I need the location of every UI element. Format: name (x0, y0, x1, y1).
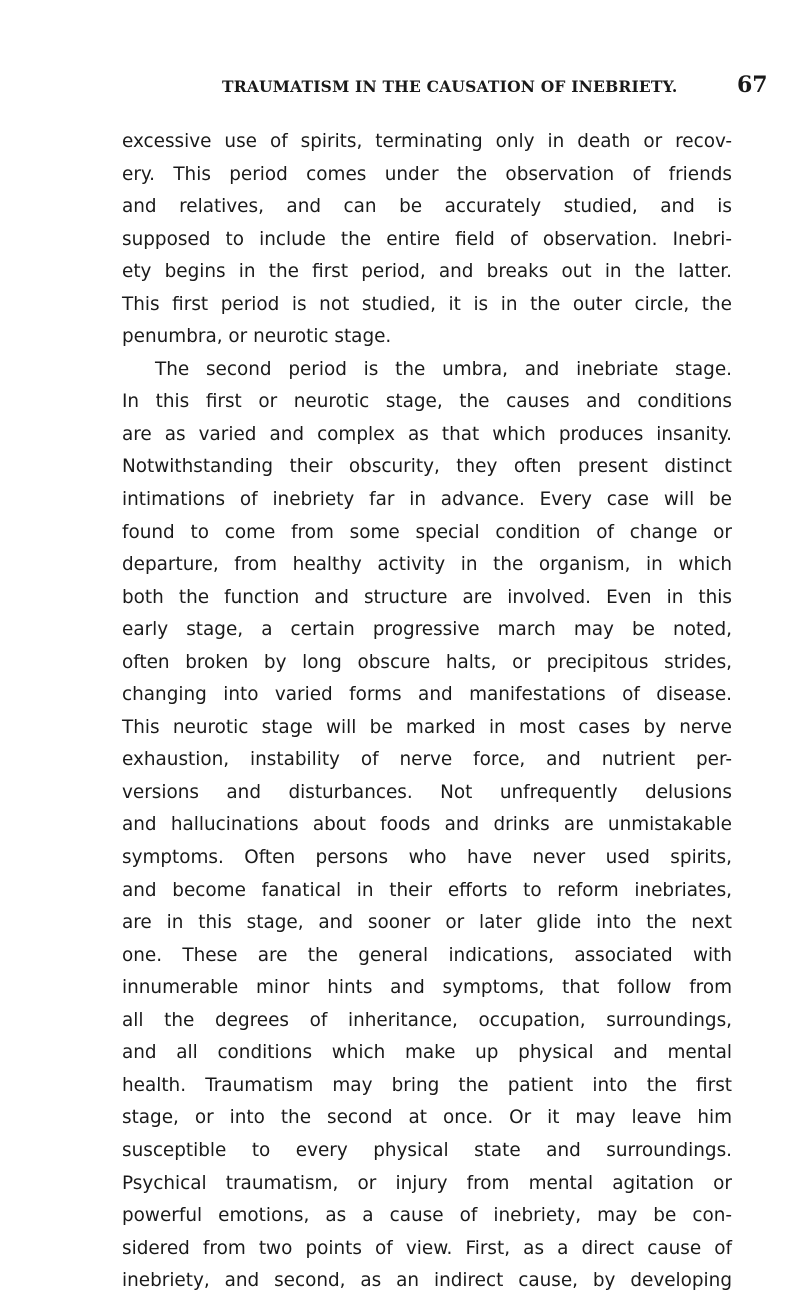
page-number: 67 (737, 72, 768, 98)
text-line: ety begins in the first period, and breaks out in the latter. (122, 261, 732, 283)
text-line: versions and disturbances. Not unfrequently delusions (122, 781, 732, 803)
text-line: Psychical traumatism, or injury from mental agitation or (122, 1172, 732, 1194)
running-head: TRAUMATISM IN THE CAUSATION OF INEBRIETY. (222, 77, 678, 96)
text-line: This neurotic stage will be marked in most cases by nerve (122, 716, 732, 738)
text-line: both the function and structure are involved. Even in this (122, 586, 732, 608)
text-line: and relatives, and can be accurately studied, and is (122, 196, 732, 218)
text-line: This first period is not studied, it is in the outer circle, the (122, 293, 732, 315)
text-line: departure, from healthy activity in the organism, in which (122, 554, 732, 576)
text-line: early stage, a certain progressive march may be noted, (122, 619, 732, 641)
text-line: often broken by long obscure halts, or precipitous strides, (122, 651, 732, 673)
text-line: innumerable minor hints and symptoms, that follow from (122, 977, 732, 999)
text-line: and all conditions which make up physical and mental (122, 1042, 732, 1064)
text-line: susceptible to every physical state and surroundings. (122, 1139, 732, 1161)
text-line: intimations of inebriety far in advance. Every case will be (122, 489, 732, 511)
text-line: are in this stage, and sooner or later glide into the next (122, 912, 732, 934)
paragraph-first-line: The second period is the umbra, and inebriate stage. (155, 358, 732, 380)
text-line: symptoms. Often persons who have never used spirits, (122, 847, 732, 869)
text-line: sidered from two points of view. First, as a direct cause of (122, 1237, 732, 1259)
body-text (122, 126, 732, 1298)
text-line: one. These are the general indications, associated with (122, 944, 732, 966)
text-line: In this first or neurotic stage, the causes and conditions (122, 391, 732, 413)
text-line: found to come from some special condition of change or (122, 521, 732, 543)
text-line: inebriety, and second, as an indirect cause, by developing (122, 1270, 732, 1292)
text-line: exhaustion, instability of nerve force, and nutrient per- (122, 749, 732, 771)
text-line: supposed to include the entire field of observation. Inebri- (122, 228, 732, 250)
text-line: stage, or into the second at once. Or it may leave him (122, 1107, 732, 1129)
text-line: changing into varied forms and manifestations of disease. (122, 684, 732, 706)
text-line: powerful emotions, as a cause of inebriety, may be con- (122, 1205, 732, 1227)
text-line: excessive use of spirits, terminating only in death or recov- (122, 131, 732, 152)
text-line: Notwithstanding their obscurity, they often present distinct (122, 456, 732, 478)
text-line: ery. This period comes under the observation of friends (122, 163, 732, 185)
text-line: and become fanatical in their efforts to reform inebriates, (122, 879, 732, 901)
text-line: are as varied and complex as that which produces insanity. (122, 423, 732, 445)
text-line: all the degrees of inheritance, occupation, surroundings, (122, 1009, 732, 1031)
text-line: and hallucinations about foods and drinks are unmistakable (122, 814, 732, 836)
text-line: penumbra, or neurotic stage. (122, 326, 392, 348)
text-line: health. Traumatism may bring the patient into the first (122, 1074, 732, 1096)
